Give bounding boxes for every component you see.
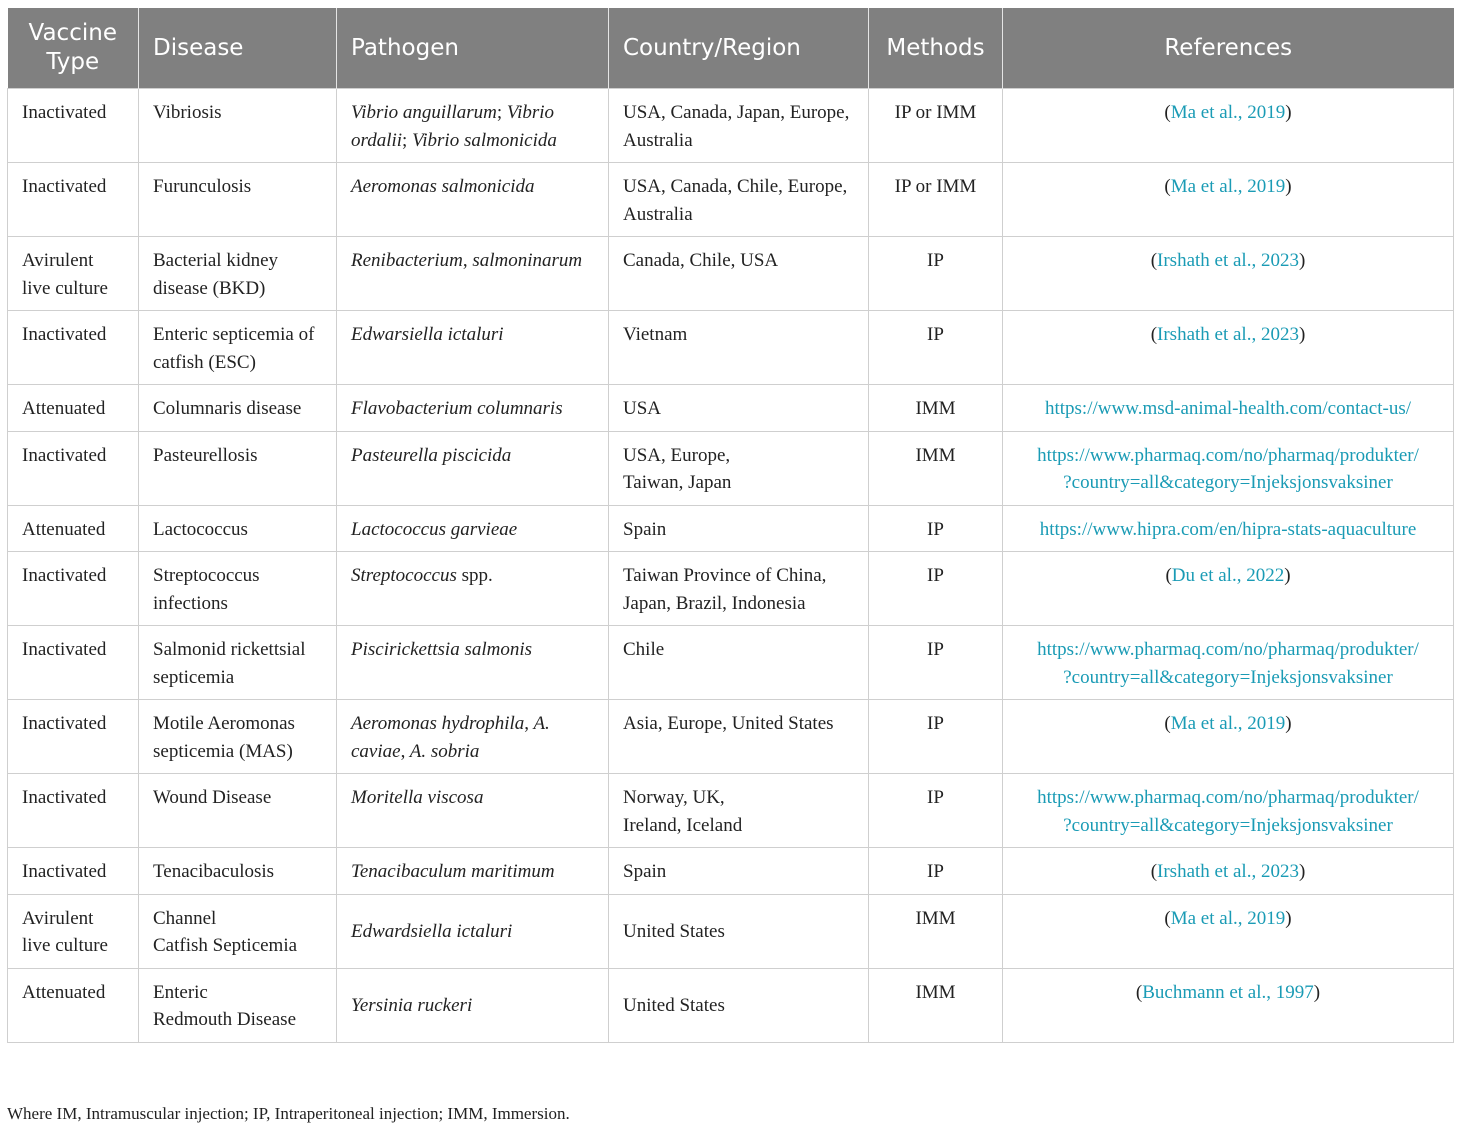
reference-open-paren: ( xyxy=(1135,981,1143,1003)
cell-vaccine-type: Inactivated xyxy=(8,311,139,385)
cell-vaccine-type: Inactivated xyxy=(8,626,139,700)
cell-method: IP or IMM xyxy=(869,89,1003,163)
cell-reference xyxy=(1003,311,1454,385)
reference-link[interactable]: Irshath et al., 2023 xyxy=(1157,324,1299,345)
cell-disease: Streptococcus infections xyxy=(139,552,337,626)
cell-vaccine-type: Avirulent live culture xyxy=(8,237,139,311)
table-row xyxy=(8,700,1454,774)
reference-link[interactable]: Buchmann et al., 1997 xyxy=(1142,981,1314,1003)
cell-pathogen: Tenacibaculum maritimum xyxy=(337,848,609,895)
reference-link[interactable]: https://www.msd-animal-health.com/contact-us/ xyxy=(1044,398,1412,419)
cell-country-region: United States xyxy=(609,894,869,968)
cell-reference xyxy=(1003,89,1454,163)
table-row xyxy=(8,774,1454,848)
cell-pathogen: Edwarsiella ictaluri xyxy=(337,311,609,385)
cell-disease: Tenacibaculosis xyxy=(139,848,337,895)
cell-pathogen: Moritella viscosa xyxy=(337,774,609,848)
cell-reference xyxy=(1003,163,1454,237)
cell-country-region: USA, Canada, Chile, Europe, Australia xyxy=(609,163,869,237)
cell-country-region: Spain xyxy=(609,505,869,552)
cell-disease: Pasteurellosis xyxy=(139,431,337,505)
reference-close-paren: ) xyxy=(1285,176,1292,197)
cell-disease: Channel Catfish Septicemia xyxy=(139,894,337,968)
reference-link[interactable]: https://www.pharmaq.com/no/pharmaq/produkter/ ?country=all&category=Injeksjonsvaksiner xyxy=(1037,444,1419,493)
reference-close-paren: ) xyxy=(1285,102,1292,123)
cell-pathogen: Lactococcus garvieae xyxy=(337,505,609,552)
header-pathogen: Pathogen xyxy=(337,8,609,89)
reference-open-paren: ( xyxy=(1150,861,1158,882)
table-row xyxy=(8,163,1454,237)
cell-disease: Furunculosis xyxy=(139,163,337,237)
cell-country-region: Canada, Chile, USA xyxy=(609,237,869,311)
table-row xyxy=(8,431,1454,505)
table-row xyxy=(8,848,1454,895)
cell-pathogen: Flavobacterium columnaris xyxy=(337,385,609,432)
cell-disease: Enteric septicemia of catfish (ESC) xyxy=(139,311,337,385)
reference-link[interactable]: Du et al., 2022 xyxy=(1171,565,1285,586)
cell-reference xyxy=(1003,505,1454,552)
table-header-row xyxy=(8,8,1454,89)
cell-method: IP xyxy=(869,505,1003,552)
reference-link[interactable]: Ma et al., 2019 xyxy=(1170,907,1286,929)
reference-open-paren: ( xyxy=(1150,250,1158,271)
table-row xyxy=(8,552,1454,626)
reference-open-paren: ( xyxy=(1165,565,1172,586)
cell-reference xyxy=(1003,848,1454,895)
cell-vaccine-type: Attenuated xyxy=(8,505,139,552)
cell-country-region: USA, Canada, Japan, Europe, Australia xyxy=(609,89,869,163)
cell-vaccine-type: Inactivated xyxy=(8,163,139,237)
cell-vaccine-type: Inactivated xyxy=(8,89,139,163)
cell-method: IMM xyxy=(869,431,1003,505)
cell-pathogen: Pasteurella piscicida xyxy=(337,431,609,505)
reference-open-paren: ( xyxy=(1164,713,1171,734)
cell-reference xyxy=(1003,774,1454,848)
header-country-region: Country/Region xyxy=(609,8,869,89)
table-row xyxy=(8,894,1454,968)
cell-vaccine-type: Avirulent live culture xyxy=(8,894,139,968)
cell-country-region: Chile xyxy=(609,626,869,700)
cell-method: IP xyxy=(869,552,1003,626)
cell-disease: Columnaris disease xyxy=(139,385,337,432)
vaccine-table-container xyxy=(7,8,1453,1043)
cell-disease: Bacterial kidney disease (BKD) xyxy=(139,237,337,311)
cell-method: IP xyxy=(869,774,1003,848)
reference-close-paren: ) xyxy=(1298,861,1306,882)
vaccine-table xyxy=(7,8,1454,1043)
cell-pathogen: Piscirickettsia salmonis xyxy=(337,626,609,700)
reference-link[interactable]: Ma et al., 2019 xyxy=(1170,102,1286,123)
header-vaccine-type: Vaccine Type xyxy=(8,8,139,89)
table-row xyxy=(8,89,1454,163)
reference-link[interactable]: Irshath et al., 2023 xyxy=(1157,250,1299,271)
cell-disease: Vibriosis xyxy=(139,89,337,163)
cell-reference xyxy=(1003,894,1454,968)
reference-close-paren: ) xyxy=(1285,713,1292,734)
reference-close-paren: ) xyxy=(1284,565,1291,586)
cell-country-region: Vietnam xyxy=(609,311,869,385)
cell-disease: Motile Aeromonas septicemia (MAS) xyxy=(139,700,337,774)
cell-vaccine-type: Attenuated xyxy=(8,385,139,432)
cell-reference xyxy=(1003,626,1454,700)
reference-close-paren: ) xyxy=(1298,250,1306,271)
cell-pathogen: Renibacterium, salmoninarum xyxy=(337,237,609,311)
cell-reference xyxy=(1003,968,1454,1042)
cell-reference xyxy=(1003,700,1454,774)
cell-vaccine-type: Inactivated xyxy=(8,774,139,848)
cell-pathogen: Vibrio anguillarum; Vibrio ordalii; Vibrio salmonicida xyxy=(337,89,609,163)
cell-method: IP xyxy=(869,848,1003,895)
cell-reference xyxy=(1003,552,1454,626)
cell-method: IMM xyxy=(869,968,1003,1042)
cell-pathogen: Aeromonas hydrophila, A. caviae, A. sobria xyxy=(337,700,609,774)
reference-open-paren: ( xyxy=(1150,324,1158,345)
cell-method: IP xyxy=(869,626,1003,700)
table-row xyxy=(8,505,1454,552)
table-footnote: Where IM, Intramuscular injection; IP, Intraperitoneal injection; IMM, Immersion. xyxy=(7,1104,570,1123)
reference-link[interactable]: https://www.hipra.com/en/hipra-stats-aquaculture xyxy=(1039,518,1417,540)
cell-pathogen: Edwardsiella ictaluri xyxy=(337,894,609,968)
cell-reference xyxy=(1003,431,1454,505)
cell-method: IMM xyxy=(869,385,1003,432)
table-row xyxy=(8,968,1454,1042)
header-disease: Disease xyxy=(139,8,337,89)
table-row xyxy=(8,237,1454,311)
cell-country-region: USA, Europe, Taiwan, Japan xyxy=(609,431,869,505)
cell-country-region: USA xyxy=(609,385,869,432)
cell-reference xyxy=(1003,385,1454,432)
cell-disease: Salmonid rickettsial septicemia xyxy=(139,626,337,700)
reference-open-paren: ( xyxy=(1164,907,1171,929)
reference-open-paren: ( xyxy=(1164,176,1171,197)
table-row xyxy=(8,385,1454,432)
cell-vaccine-type: Attenuated xyxy=(8,968,139,1042)
cell-method: IMM xyxy=(869,894,1003,968)
header-methods: Methods xyxy=(869,8,1003,89)
reference-close-paren: ) xyxy=(1313,981,1321,1003)
cell-disease: Lactococcus xyxy=(139,505,337,552)
cell-pathogen: Yersinia ruckeri xyxy=(337,968,609,1042)
cell-disease: Wound Disease xyxy=(139,774,337,848)
cell-vaccine-type: Inactivated xyxy=(8,552,139,626)
table-row xyxy=(8,626,1454,700)
reference-link[interactable]: https://www.pharmaq.com/no/pharmaq/produkter/ ?country=all&category=Injeksjonsvaksiner xyxy=(1037,639,1419,688)
table-body xyxy=(8,89,1454,1043)
cell-pathogen: Streptococcus spp. xyxy=(337,552,609,626)
reference-open-paren: ( xyxy=(1164,102,1171,123)
cell-method: IP or IMM xyxy=(869,163,1003,237)
cell-method: IP xyxy=(869,700,1003,774)
cell-vaccine-type: Inactivated xyxy=(8,700,139,774)
cell-method: IP xyxy=(869,311,1003,385)
reference-link[interactable]: Ma et al., 2019 xyxy=(1170,713,1286,734)
reference-close-paren: ) xyxy=(1285,907,1292,929)
cell-country-region: Norway, UK, Ireland, Iceland xyxy=(609,774,869,848)
cell-reference xyxy=(1003,237,1454,311)
reference-close-paren: ) xyxy=(1298,324,1306,345)
reference-link[interactable]: https://www.pharmaq.com/no/pharmaq/produkter/ ?country=all&category=Injeksjonsvaksiner xyxy=(1037,787,1419,836)
table-row xyxy=(8,311,1454,385)
reference-link[interactable]: Irshath et al., 2023 xyxy=(1157,861,1299,882)
reference-link[interactable]: Ma et al., 2019 xyxy=(1170,176,1286,197)
cell-country-region: Spain xyxy=(609,848,869,895)
cell-vaccine-type: Inactivated xyxy=(8,431,139,505)
cell-disease: Enteric Redmouth Disease xyxy=(139,968,337,1042)
cell-method: IP xyxy=(869,237,1003,311)
header-references: References xyxy=(1003,8,1454,89)
cell-country-region: United States xyxy=(609,968,869,1042)
cell-country-region: Asia, Europe, United States xyxy=(609,700,869,774)
cell-country-region: Taiwan Province of China, Japan, Brazil, Indonesia xyxy=(609,552,869,626)
cell-pathogen: Aeromonas salmonicida xyxy=(337,163,609,237)
cell-vaccine-type: Inactivated xyxy=(8,848,139,895)
